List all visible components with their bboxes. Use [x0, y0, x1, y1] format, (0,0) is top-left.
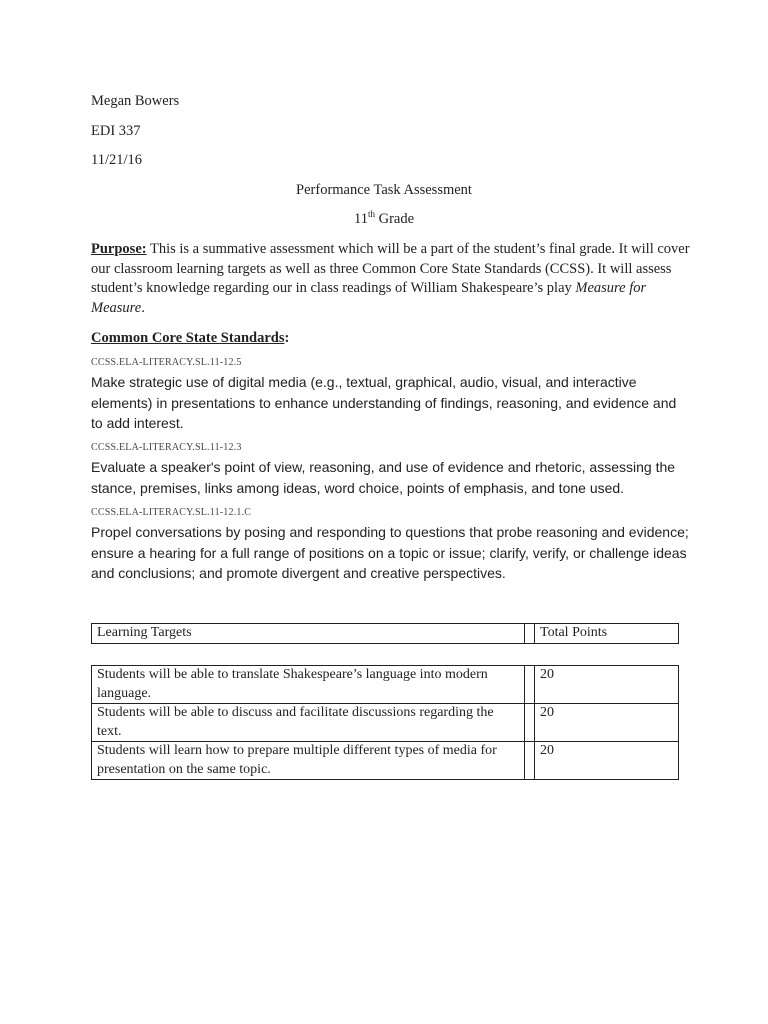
purpose-paragraph: Purpose: This is a summative assessment which will be a part of the student’s final grade. It will cover our classroom learning targets as well as three Common Core State Standards (CCSS). It will assess student’s knowledge regarding our in class readings of William Shakespeare’s play Measure for Measure. [91, 241, 690, 316]
standard-code: CCSS.ELA-LITERACY.SL.11-12.1.C [91, 507, 252, 518]
targets-header-table [91, 623, 679, 644]
points-cell: 20 [535, 742, 679, 780]
target-cell: Students will learn how to prepare multiple different types of media for presentation on the same topic. [92, 742, 525, 780]
standard-code: CCSS.ELA-LITERACY.SL.11-12.5 [91, 357, 242, 368]
standard-text: Propel conversations by posing and responding to questions that probe reasoning and evidence; ensure a hearing for a full range of positions on a topic or issue; clarify, verify, or challenge ideas and conclusions; and promote divergent and creative perspectives. [91, 524, 689, 581]
header-learning-targets: Learning Targets [92, 624, 525, 644]
student-name: Megan Bowers [91, 93, 180, 109]
standards-heading: Common Core State Standards: [91, 330, 290, 346]
table-row [92, 704, 679, 742]
standard-text: Evaluate a speaker's point of view, reasoning, and use of evidence and rhetoric, assessing the stance, premises, links among ideas, word choice, points of emphasis, and tone used. [91, 459, 676, 496]
header-total-points: Total Points [535, 624, 679, 644]
target-cell: Students will be able to discuss and facilitate discussions regarding the text. [92, 704, 525, 742]
points-cell: 20 [535, 704, 679, 742]
document-title: Performance Task Assessment [296, 182, 472, 198]
target-cell: Students will be able to translate Shakespeare’s language into modern language. [92, 666, 525, 704]
points-cell: 20 [535, 666, 679, 704]
course-code: EDI 337 [91, 123, 141, 139]
standard-text: Make strategic use of digital media (e.g., textual, graphical, audio, visual, and interactive elements) in presentations to enhance understanding of findings, reasoning, and evidence and to add interest. [91, 374, 677, 431]
table-row [92, 742, 679, 780]
grade-level: 11th Grade [353, 209, 415, 227]
targets-table [91, 665, 679, 780]
purpose-label: Purpose: [91, 241, 147, 257]
table-row [92, 666, 679, 704]
document-date: 11/21/16 [91, 152, 143, 168]
play-title: Measure for Measure [91, 280, 647, 316]
standard-code: CCSS.ELA-LITERACY.SL.11-12.3 [91, 442, 242, 453]
table-header-row [92, 624, 679, 644]
